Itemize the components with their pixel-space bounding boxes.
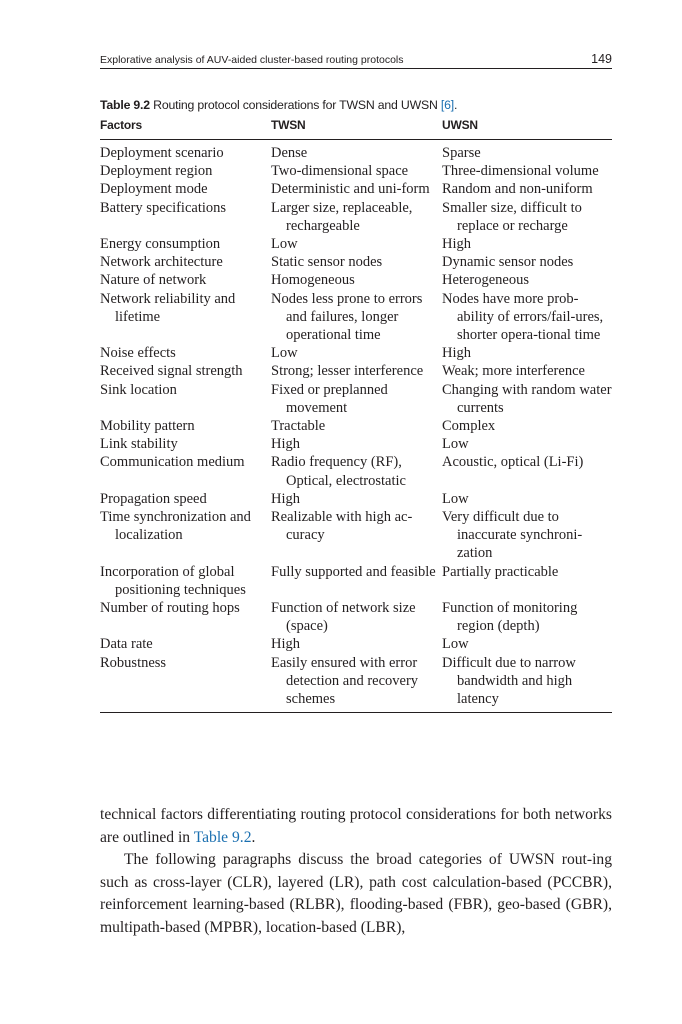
table-body	[100, 144, 612, 713]
table-row	[100, 417, 612, 435]
factor-cell: Nature of network	[100, 272, 207, 289]
table-caption-text: Routing protocol considerations for TWSN and UWSN	[149, 98, 441, 112]
table-row	[100, 599, 612, 635]
table-row	[100, 162, 612, 180]
twsn-cell: Static sensor nodes	[271, 254, 383, 271]
table-row	[100, 144, 612, 162]
factor-cell: Robustness	[100, 654, 167, 671]
factor-cell: Received signal strength	[100, 363, 243, 380]
twsn-cell: Two-dimensional space	[271, 163, 409, 180]
table-row	[100, 508, 612, 563]
twsn-cell: Strong; lesser interference	[271, 363, 424, 380]
twsn-cell: Deterministic and uni-form	[271, 181, 430, 198]
table-row	[100, 453, 612, 489]
factor-cell: Deployment scenario	[100, 145, 224, 161]
table-row	[100, 235, 612, 253]
factor-cell: Network architecture	[100, 254, 223, 271]
table-row	[100, 362, 612, 380]
uwsn-cell: Changing with random water currents	[442, 381, 612, 416]
twsn-cell: Nodes less prone to errors and failures, longer operational time	[271, 290, 423, 344]
factor-cell: Number of routing hops	[100, 600, 240, 617]
table-label: Table 9.2	[100, 98, 150, 112]
uwsn-cell: High	[442, 236, 471, 253]
uwsn-cell: Three-dimensional volume	[442, 163, 599, 180]
uwsn-cell: High	[442, 345, 471, 362]
factor-cell: Time synchronization and localization	[100, 509, 251, 544]
paragraph-period: .	[251, 828, 256, 846]
caption-period: .	[453, 98, 458, 112]
factor-cell: Mobility pattern	[100, 418, 195, 435]
factor-cell: Propagation speed	[100, 490, 207, 507]
uwsn-cell: Difficult due to narrow bandwidth and high latency	[442, 654, 576, 708]
paragraph-text: technical factors differentiating routing protocol considerations for both networks are outlined in	[100, 806, 612, 846]
table-row	[100, 271, 612, 289]
table-caption	[100, 98, 457, 112]
column-header-factors: Factors	[100, 118, 142, 132]
table-row	[100, 563, 612, 599]
uwsn-cell: Heterogeneous	[442, 272, 529, 289]
column-header-uwsn: UWSN	[442, 118, 478, 132]
factor-cell: Battery specifications	[100, 199, 227, 216]
factor-cell: Data rate	[100, 636, 153, 653]
factor-cell: Deployment mode	[100, 181, 208, 198]
uwsn-cell: Random and non-uniform	[442, 181, 593, 198]
table-row	[100, 435, 612, 453]
factor-cell: Communication medium	[100, 454, 245, 471]
twsn-cell: Function of network size (space)	[271, 600, 416, 635]
twsn-cell: Homogeneous	[271, 272, 355, 289]
table-row	[100, 381, 612, 417]
twsn-cell: Realizable with high ac-curacy	[271, 509, 413, 544]
twsn-cell: Fully supported and feasible	[271, 563, 436, 580]
uwsn-cell: Low	[442, 436, 469, 453]
running-title: Explorative analysis of AUV-aided cluster-based routing protocols	[100, 54, 404, 66]
uwsn-cell: Dynamic sensor nodes	[442, 254, 574, 271]
factor-cell: Energy consumption	[100, 236, 221, 253]
twsn-cell: Dense	[271, 145, 308, 161]
body-text	[100, 804, 612, 939]
twsn-cell: Larger size, replaceable, rechargeable	[271, 199, 413, 234]
twsn-cell: High	[271, 436, 300, 453]
uwsn-cell: Sparse	[442, 145, 481, 161]
twsn-cell: High	[271, 636, 300, 653]
twsn-cell: Tractable	[271, 418, 326, 435]
column-header-twsn: TWSN	[271, 118, 306, 132]
table-row	[100, 490, 612, 508]
page-number: 149	[591, 52, 612, 66]
uwsn-cell: Weak; more interference	[442, 363, 585, 380]
table-row	[100, 290, 612, 345]
uwsn-cell: Function of monitoring region (depth)	[442, 600, 578, 635]
uwsn-cell: Very difficult due to inaccurate synchroni-zation	[442, 509, 583, 562]
factor-cell: Sink location	[100, 381, 177, 398]
table-header	[100, 117, 612, 140]
table-reference-link[interactable]: Table 9.2	[193, 828, 252, 846]
factor-cell: Link stability	[100, 436, 178, 453]
uwsn-cell: Low	[442, 636, 469, 653]
factor-cell: Incorporation of global positioning techniques	[100, 563, 246, 598]
uwsn-cell: Acoustic, optical (Li-Fi)	[442, 454, 584, 471]
factor-cell: Deployment region	[100, 163, 213, 180]
table-row	[100, 253, 612, 271]
factor-cell: Network reliability and lifetime	[100, 290, 236, 325]
twsn-cell: Easily ensured with error detection and recovery schemes	[271, 654, 419, 708]
uwsn-cell: Complex	[442, 418, 496, 435]
uwsn-cell: Low	[442, 490, 469, 507]
factor-cell: Noise effects	[100, 345, 176, 362]
uwsn-cell: Nodes have more prob-ability of errors/fail-ures, shorter opera-tional time	[442, 290, 604, 344]
twsn-cell: Radio frequency (RF), Optical, electrostatic	[271, 454, 406, 489]
paragraph: The following paragraphs discuss the broad categories of UWSN rout-ing such as cross-layer (CLR), layered (LR), path cost calculation-based (PCCBR), reinforcement learning-based (RLBR), flooding-based (FBR), geo-based (GBR), multipath-based (MPBR), location-based (LBR),	[100, 851, 612, 936]
twsn-cell: Low	[271, 236, 298, 253]
uwsn-cell: Smaller size, difficult to replace or recharge	[442, 199, 582, 234]
running-header	[100, 52, 612, 69]
twsn-cell: Fixed or preplanned movement	[271, 381, 388, 416]
table-row	[100, 180, 612, 198]
table-row	[100, 344, 612, 362]
table-row	[100, 199, 612, 235]
citation-link[interactable]: [6]	[440, 98, 454, 112]
table-row	[100, 635, 612, 653]
twsn-cell: Low	[271, 345, 298, 362]
table-row	[100, 654, 612, 709]
paragraph	[100, 804, 612, 849]
uwsn-cell: Partially practicable	[442, 563, 559, 580]
twsn-cell: High	[271, 490, 300, 507]
